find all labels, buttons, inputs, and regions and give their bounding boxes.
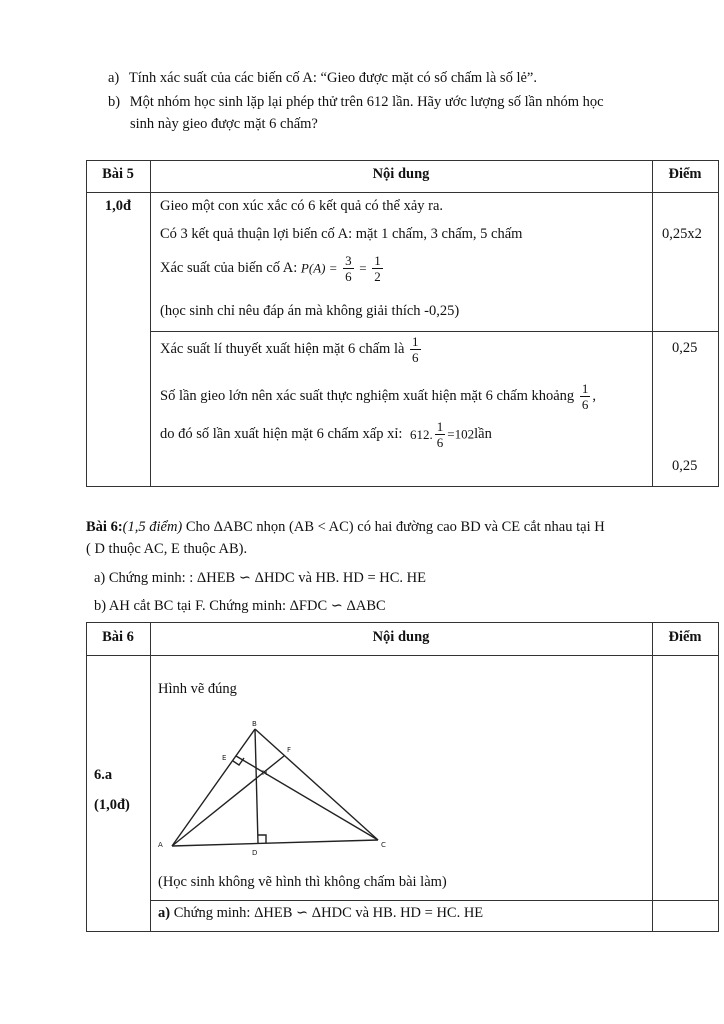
r2-line1-text: Xác suất lí thuyết xuất hiện mặt 6 chấm là bbox=[160, 341, 405, 357]
r1-frac1-num: 3 bbox=[345, 253, 352, 268]
r2-line3-expr: 612. bbox=[410, 426, 433, 442]
triangle-figure bbox=[150, 715, 400, 865]
r2-line3-result: =102 bbox=[447, 426, 475, 442]
segment-bc bbox=[255, 729, 378, 840]
segment-ac bbox=[172, 840, 378, 846]
header-bai6: Bài 6 bbox=[102, 629, 134, 645]
label-d: D bbox=[252, 849, 258, 857]
r1-frac1-den: 6 bbox=[345, 269, 352, 284]
label-b: B bbox=[252, 720, 257, 728]
bai6-part-b: b) AH cắt BC tại F. Chứng minh: ΔFDC ∽ ΔABC bbox=[94, 598, 386, 614]
last-row bbox=[158, 905, 483, 922]
r2-line3-suffix: lần bbox=[474, 426, 492, 442]
r1-frac2-num: 1 bbox=[374, 253, 381, 268]
bai6-points: (1,5 điểm) bbox=[122, 519, 183, 535]
r1-line3 bbox=[160, 253, 385, 284]
question-b bbox=[108, 94, 604, 111]
bai6-title: Bài 6: bbox=[86, 519, 123, 535]
r1-fraction2 bbox=[372, 253, 383, 284]
r2-score1: 0,25 bbox=[672, 340, 698, 356]
header-bai5: Bài 5 bbox=[102, 166, 134, 182]
header-diem-6: Điểm bbox=[668, 629, 702, 645]
bai6-line2: ( D thuộc AC, E thuộc AB). bbox=[86, 541, 248, 557]
r2-frac-den: 6 bbox=[412, 350, 419, 365]
r1-frac2-den: 2 bbox=[374, 269, 381, 284]
r2-line2-comma: , bbox=[592, 388, 596, 404]
r2-line2-text: Số lần gieo lớn nên xác suất thực nghiệm xuất hiện mặt 6 chấm khoảng bbox=[160, 388, 575, 404]
label-h: H bbox=[262, 769, 268, 777]
r1-score: 0,25x2 bbox=[662, 226, 702, 242]
r1-expr: P(A) = bbox=[300, 260, 338, 276]
label-f: F bbox=[287, 746, 292, 754]
score-total: 1,0đ bbox=[104, 198, 132, 214]
r2-line3-fraction bbox=[435, 419, 446, 450]
header-diem: Điểm bbox=[668, 166, 702, 182]
bai6-statement-line1 bbox=[86, 519, 605, 536]
altitude-bd bbox=[255, 729, 258, 843]
question-a-label: a) bbox=[108, 70, 120, 86]
r2-line3 bbox=[160, 419, 492, 450]
section-score-6a: (1,0đ) bbox=[94, 797, 130, 813]
r2-line3-frac-den: 6 bbox=[436, 435, 444, 450]
label-e: E bbox=[222, 754, 227, 762]
r1-line2: Có 3 kết quả thuận lợi biến cố A: mặt 1 chấm, 3 chấm, 5 chấm bbox=[160, 226, 523, 242]
bai6-line1: Cho ΔABC nhọn (AB < AC) có hai đường cao BD và CE cắt nhau tại H bbox=[185, 519, 605, 535]
r1-line1: Gieo một con xúc xắc có 6 kết quả có thể xảy ra. bbox=[160, 198, 444, 214]
question-b-line2: sinh này gieo được mặt 6 chấm? bbox=[130, 116, 318, 132]
segment-ab bbox=[172, 729, 255, 846]
label-c: C bbox=[381, 841, 386, 849]
last-row-text: Chứng minh: ΔHEB ∽ ΔHDC và HB. HD = HC. HE bbox=[173, 905, 484, 921]
question-a-text: Tính xác suất của các biến cố A: “Gieo được mặt có số chấm là số lẻ”. bbox=[128, 70, 537, 86]
r2-line2-frac-den: 6 bbox=[581, 397, 589, 412]
r2-score2: 0,25 bbox=[672, 458, 698, 474]
question-a bbox=[108, 70, 537, 87]
question-b-label: b) bbox=[108, 94, 121, 110]
r2-line3-frac-num: 1 bbox=[436, 419, 444, 434]
r1-line4: (học sinh chỉ nêu đáp án mà không giải thích -0,25) bbox=[160, 303, 460, 319]
r2-line2-fraction bbox=[580, 381, 591, 412]
question-b-line1: Một nhóm học sinh lặp lại phép thử trên 612 lần. Hãy ước lượng số lần nhóm học bbox=[129, 94, 604, 110]
bai6-part-a: a) Chứng minh: : ΔHEB ∽ ΔHDC và HB. HD = HC. HE bbox=[94, 570, 426, 586]
r2-frac-num: 1 bbox=[412, 334, 419, 349]
r2-fraction bbox=[410, 334, 421, 365]
hinh-ve-dung: Hình vẽ đúng bbox=[158, 681, 237, 697]
header-noidung-6: Nội dung bbox=[372, 629, 430, 645]
r2-line3-prefix: do đó số lần xuất hiện mặt 6 chấm xấp xỉ: bbox=[160, 426, 403, 442]
right-angle-d bbox=[258, 835, 266, 843]
drawing-note: (Học sinh không vẽ hình thì không chấm bài làm) bbox=[158, 874, 447, 890]
r1-fraction1 bbox=[343, 253, 354, 284]
r1-eq: = bbox=[359, 260, 367, 276]
header-noidung: Nội dung bbox=[372, 166, 430, 182]
last-row-label: a) bbox=[158, 905, 171, 921]
section-label-6a: 6.a bbox=[94, 767, 113, 783]
label-a: A bbox=[158, 841, 163, 849]
r1-line3-prefix: Xác suất của biến cố A: bbox=[160, 260, 298, 276]
r2-line2-frac-num: 1 bbox=[581, 381, 589, 396]
r2-line2 bbox=[160, 381, 596, 412]
r2-line1 bbox=[160, 334, 423, 365]
